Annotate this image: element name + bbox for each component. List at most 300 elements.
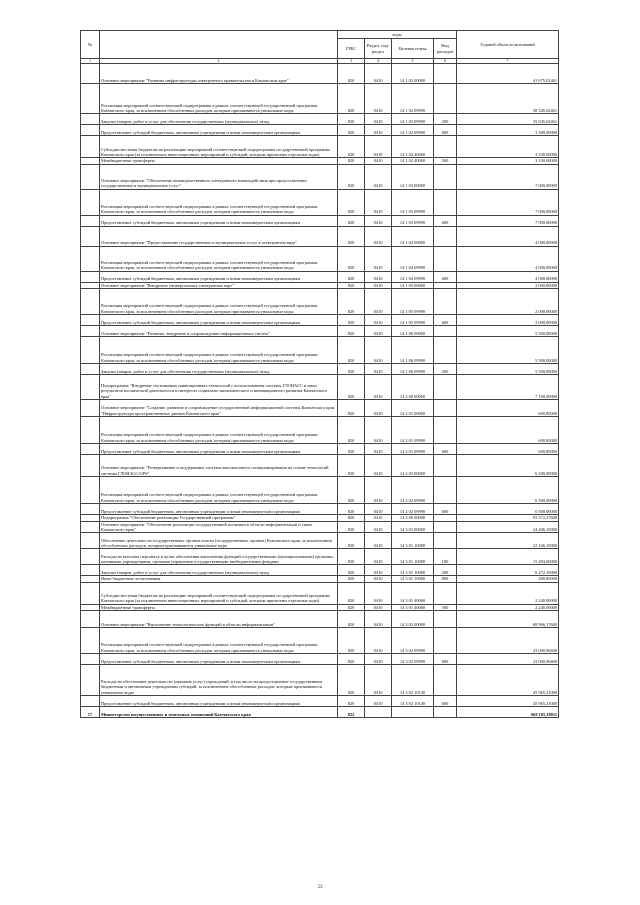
row-name: Закупка товаров, работ и услуг для обеспечения государственных (муниципальных) нужд bbox=[100, 114, 338, 125]
row-name: Иные бюджетные ассигнования bbox=[100, 576, 338, 582]
row-razdel: 0410 bbox=[365, 84, 392, 114]
row-grbs: 820 bbox=[338, 315, 365, 326]
total-row-razdel bbox=[365, 707, 392, 718]
row-amount: 24 406,10000 bbox=[457, 521, 559, 533]
row-razdel: 0410 bbox=[365, 444, 392, 455]
row-name: Основное мероприятие "Развитие, внедрение и сопровождение информационных систем" bbox=[100, 326, 338, 337]
row-amount: 600,00000 bbox=[457, 417, 559, 444]
row-name: Реализация мероприятий соответствующей подпрограммы в рамках соответствующей государственной программы Камчатского края, за исключением обособленных расходов, которым присваиваются уникальные коды bbox=[100, 84, 338, 114]
row-vid bbox=[434, 337, 457, 364]
row-target: 14 2 01 09990 bbox=[392, 417, 434, 444]
page-number: 53 bbox=[317, 885, 323, 890]
row-name: Подпрограмма "Обеспечение реализации Государственной программы" bbox=[100, 515, 338, 521]
header-codes: коды bbox=[338, 31, 457, 39]
table-row bbox=[81, 337, 559, 364]
row-name: Предоставление субсидий бюджетным, автономным учреждениям и иным некоммерческим организациям bbox=[100, 654, 338, 665]
row-name: Основное мероприятие "Создание, развитие и сопровождение государственной информационной системы Камчатского края "Инфраструктура пространственных данных Камчатского края" bbox=[100, 400, 338, 417]
row-grbs: 820 bbox=[338, 582, 365, 604]
header-annual-volume: Годовой объем ассигнований bbox=[457, 31, 559, 59]
total-row bbox=[81, 707, 559, 718]
row-grbs: 820 bbox=[338, 114, 365, 125]
row-amount: 23 000,96600 bbox=[457, 628, 559, 654]
table-row bbox=[81, 665, 559, 696]
row-target: 14 1 04 09990 bbox=[392, 246, 434, 271]
row-target: 14 3 01 00000 bbox=[392, 521, 434, 533]
row-target: 14 1 03 09990 bbox=[392, 189, 434, 215]
header-razdel: Раздел, под-раздел bbox=[365, 39, 392, 59]
total-row-amount: 668 165,38011 bbox=[457, 707, 559, 718]
row-razdel: 0410 bbox=[365, 215, 392, 226]
row-vid bbox=[434, 477, 457, 504]
row-name: Межбюджетные трансферты bbox=[100, 158, 338, 164]
row-target: 14 2 02 09990 bbox=[392, 477, 434, 504]
row-amount: 68 966,17600 bbox=[457, 611, 559, 628]
row-amount: 4 000,00000 bbox=[457, 271, 559, 282]
row-vid: 500 bbox=[434, 604, 457, 610]
table-row bbox=[81, 226, 559, 246]
row-target: 14 1 06 09990 bbox=[392, 337, 434, 364]
row-number bbox=[81, 696, 100, 707]
table-row bbox=[81, 114, 559, 125]
row-razdel: 0410 bbox=[365, 158, 392, 164]
row-name: Основное мероприятие "Внедрение универсальных электронных карт" bbox=[100, 282, 338, 288]
table-row bbox=[81, 549, 559, 565]
table-row bbox=[81, 565, 559, 576]
column-number: 2 bbox=[100, 59, 338, 64]
total-row-number: 17 bbox=[81, 707, 100, 718]
row-amount: 22 166,10000 bbox=[457, 533, 559, 549]
row-name: Предоставление субсидий бюджетным, автономным учреждениям и иным некоммерческим организациям bbox=[100, 504, 338, 515]
row-vid: 100 bbox=[434, 549, 457, 565]
row-amount: 7 000,00000 bbox=[457, 189, 559, 215]
row-amount: 23 000,96600 bbox=[457, 654, 559, 665]
column-number: 7 bbox=[457, 59, 559, 64]
row-grbs: 820 bbox=[338, 565, 365, 576]
row-vid: 600 bbox=[434, 696, 457, 707]
table-row bbox=[81, 400, 559, 417]
row-name: Предоставление субсидий бюджетным, автономным учреждениям и иным некоммерческим организациям bbox=[100, 444, 338, 455]
row-razdel: 0410 bbox=[365, 604, 392, 610]
row-vid bbox=[434, 628, 457, 654]
row-name: Обеспечение деятельности государственных органов власти (государственных органов) Камчатского края, за исключением обособленных расходов, которым присваиваются уникальные коды bbox=[100, 533, 338, 549]
row-number bbox=[81, 611, 100, 628]
row-grbs: 820 bbox=[338, 84, 365, 114]
row-number bbox=[81, 84, 100, 114]
header-target-article: Целевая статья bbox=[392, 39, 434, 59]
row-name: Основное мероприятие "Развертывание и поддержание системы высокоточного позиционирования на основе технологий системы ГЛОНАСС/GPS" bbox=[100, 455, 338, 477]
row-name: Реализация мероприятий соответствующей подпрограммы в рамках соответствующей государственной программы Камчатского края, за исключением обособленных расходов, которым присваиваются уникальные коды bbox=[100, 289, 338, 315]
row-vid bbox=[434, 84, 457, 114]
row-number bbox=[81, 400, 100, 417]
table-row bbox=[81, 582, 559, 604]
row-razdel: 0410 bbox=[365, 455, 392, 477]
row-razdel: 0410 bbox=[365, 326, 392, 337]
row-name: Расходы на обеспечение деятельности (оказание услуг) учреждений, в том числе на предоставление государственным бюджетным и автономным учреждениям субсидий, за исключением обособленных расходов, которым присваиваются уникальные коды bbox=[100, 665, 338, 696]
row-vid: 200 bbox=[434, 114, 457, 125]
row-target: 14 1 02 00000 bbox=[392, 64, 434, 84]
row-grbs: 820 bbox=[338, 696, 365, 707]
row-number bbox=[81, 549, 100, 565]
row-number bbox=[81, 582, 100, 604]
table-row bbox=[81, 246, 559, 271]
row-number bbox=[81, 654, 100, 665]
row-amount: 2 240,00000 bbox=[457, 582, 559, 604]
row-razdel: 0410 bbox=[365, 271, 392, 282]
table-row bbox=[81, 533, 559, 549]
row-grbs: 820 bbox=[338, 400, 365, 417]
row-razdel: 0410 bbox=[365, 582, 392, 604]
table-row bbox=[81, 611, 559, 628]
row-vid: 800 bbox=[434, 576, 457, 582]
row-vid: 500 bbox=[434, 158, 457, 164]
table-row bbox=[81, 417, 559, 444]
table-row bbox=[81, 215, 559, 226]
row-amount: 6 272,10000 bbox=[457, 565, 559, 576]
row-vid bbox=[434, 417, 457, 444]
row-vid bbox=[434, 246, 457, 271]
row-razdel: 0410 bbox=[365, 282, 392, 288]
row-name: Расходы на выплаты персоналу в целях обеспечения выполнения функций государственными (муниципальными) органами, казенными учреждениями, органами управления государственными внебюджетными фондами bbox=[100, 549, 338, 565]
row-razdel: 0410 bbox=[365, 289, 392, 315]
row-number bbox=[81, 114, 100, 125]
row-grbs: 820 bbox=[338, 337, 365, 364]
row-razdel: 0410 bbox=[365, 533, 392, 549]
row-amount: 7 100,00000 bbox=[457, 375, 559, 400]
table-row bbox=[81, 125, 559, 136]
row-name: Предоставление субсидий бюджетным, автономным учреждениям и иным некоммерческим организациям bbox=[100, 315, 338, 326]
row-vid: 200 bbox=[434, 364, 457, 375]
table-row bbox=[81, 521, 559, 533]
header-name bbox=[100, 31, 338, 59]
row-vid bbox=[434, 533, 457, 549]
row-vid bbox=[434, 136, 457, 158]
row-amount: 5 500,00000 bbox=[457, 326, 559, 337]
row-vid bbox=[434, 189, 457, 215]
row-vid: 600 bbox=[434, 504, 457, 515]
row-target: 14 3 02 10140 bbox=[392, 665, 434, 696]
row-name: Реализация мероприятий соответствующей подпрограммы в рамках соответствующей государственной программы Камчатского края, за исключением обособленных расходов, которым присваиваются уникальные коды bbox=[100, 628, 338, 654]
row-amount: 2 000,00000 bbox=[457, 289, 559, 315]
table-row bbox=[81, 654, 559, 665]
row-amount: 93 372,27600 bbox=[457, 515, 559, 521]
row-amount: 7 000,00000 bbox=[457, 164, 559, 189]
row-razdel: 0410 bbox=[365, 611, 392, 628]
row-razdel: 0410 bbox=[365, 417, 392, 444]
row-amount: 2 000,00000 bbox=[457, 315, 559, 326]
row-vid bbox=[434, 289, 457, 315]
row-grbs: 820 bbox=[338, 246, 365, 271]
row-grbs: 820 bbox=[338, 665, 365, 696]
row-razdel: 0410 bbox=[365, 364, 392, 375]
row-razdel: 0410 bbox=[365, 125, 392, 136]
row-name: Основное мероприятие "Выполнение технологических функций в области информатизации" bbox=[100, 611, 338, 628]
total-row-grbs: 822 bbox=[338, 707, 365, 718]
row-amount: 2 240,00000 bbox=[457, 604, 559, 610]
row-number bbox=[81, 628, 100, 654]
row-number bbox=[81, 665, 100, 696]
row-number bbox=[81, 504, 100, 515]
table-row bbox=[81, 326, 559, 337]
row-target: 14 1 05 00000 bbox=[392, 282, 434, 288]
row-amount: 3 300,00000 bbox=[457, 125, 559, 136]
row-amount: 7 000,00000 bbox=[457, 215, 559, 226]
budget-table bbox=[80, 30, 559, 718]
row-razdel: 0410 bbox=[365, 375, 392, 400]
row-vid bbox=[434, 226, 457, 246]
row-number bbox=[81, 226, 100, 246]
row-razdel: 0410 bbox=[365, 696, 392, 707]
row-grbs: 820 bbox=[338, 521, 365, 533]
row-number bbox=[81, 246, 100, 271]
row-target: 14 3 02 10140 bbox=[392, 696, 434, 707]
row-number bbox=[81, 521, 100, 533]
row-vid: 600 bbox=[434, 215, 457, 226]
table-row bbox=[81, 375, 559, 400]
row-number bbox=[81, 136, 100, 158]
row-razdel: 0410 bbox=[365, 400, 392, 417]
row-amount: 4 000,00000 bbox=[457, 246, 559, 271]
row-grbs: 820 bbox=[338, 326, 365, 337]
row-target: 14 3 01 10000 bbox=[392, 565, 434, 576]
row-amount: 400,00000 bbox=[457, 576, 559, 582]
table-row bbox=[81, 136, 559, 158]
row-grbs: 820 bbox=[338, 549, 365, 565]
row-razdel: 0410 bbox=[365, 337, 392, 364]
row-vid: 200 bbox=[434, 565, 457, 576]
row-amount: 38 345,02461 bbox=[457, 84, 559, 114]
row-razdel: 0410 bbox=[365, 565, 392, 576]
row-vid: 600 bbox=[434, 125, 457, 136]
row-vid bbox=[434, 665, 457, 696]
row-target: 14 1 05 09990 bbox=[392, 289, 434, 315]
row-grbs: 820 bbox=[338, 375, 365, 400]
row-name: Основное мероприятие "Обеспечение межведомственного электронного взаимодействия при предоставлении государственных и муниципальных услуг" bbox=[100, 164, 338, 189]
row-target: 14 1 03 00000 bbox=[392, 164, 434, 189]
row-amount: 41 675,02461 bbox=[457, 64, 559, 84]
total-row-target bbox=[392, 707, 434, 718]
row-target: 14 2 02 09990 bbox=[392, 504, 434, 515]
row-number bbox=[81, 64, 100, 84]
row-razdel: 0410 bbox=[365, 628, 392, 654]
table-row bbox=[81, 455, 559, 477]
row-name: Реализация мероприятий соответствующей подпрограммы в рамках соответствующей государственной программы Камчатского края, за исключением обособленных расходов, которым присваиваются уникальные коды bbox=[100, 189, 338, 215]
row-target: 14 3 02 00000 bbox=[392, 611, 434, 628]
row-number bbox=[81, 189, 100, 215]
row-target: 14 1 06 09990 bbox=[392, 364, 434, 375]
row-target: 14 1 02 40060 bbox=[392, 136, 434, 158]
row-grbs: 820 bbox=[338, 64, 365, 84]
budget-sheet bbox=[80, 30, 558, 718]
row-grbs: 820 bbox=[338, 282, 365, 288]
row-amount: 6 500,00000 bbox=[457, 455, 559, 477]
row-name: Субсидии местным бюджетам на реализацию мероприятий соответствующей подпрограммы государственной программы Камчатского края (за исключением инвестиционных мероприятий и субсидий, которым присвоены отдельные коды) bbox=[100, 582, 338, 604]
row-name: Предоставление субсидий бюджетным, автономным учреждениям и иным некоммерческим организациям bbox=[100, 271, 338, 282]
table-row bbox=[81, 444, 559, 455]
row-number bbox=[81, 289, 100, 315]
row-razdel: 0410 bbox=[365, 477, 392, 504]
row-razdel: 0410 bbox=[365, 246, 392, 271]
row-name: Закупка товаров, работ и услуг для обеспечения государственных (муниципальных) нужд bbox=[100, 565, 338, 576]
row-razdel: 0410 bbox=[365, 654, 392, 665]
row-number bbox=[81, 364, 100, 375]
row-name: Закупка товаров, работ и услуг для обеспечения государственных (муниципальных) нужд bbox=[100, 364, 338, 375]
row-razdel: 0410 bbox=[365, 136, 392, 158]
row-vid bbox=[434, 582, 457, 604]
row-number bbox=[81, 215, 100, 226]
row-grbs: 820 bbox=[338, 271, 365, 282]
row-number bbox=[81, 337, 100, 364]
row-vid bbox=[434, 64, 457, 84]
row-amount: 600,00000 bbox=[457, 444, 559, 455]
row-vid: 600 bbox=[434, 271, 457, 282]
row-target: 14 2 01 00000 bbox=[392, 400, 434, 417]
row-amount: 15 494,00000 bbox=[457, 549, 559, 565]
row-razdel: 0410 bbox=[365, 64, 392, 84]
row-name: Предоставление субсидий бюджетным, автономным учреждениям и иным некоммерческим организациям bbox=[100, 696, 338, 707]
row-vid bbox=[434, 164, 457, 189]
row-grbs: 820 bbox=[338, 628, 365, 654]
row-grbs: 820 bbox=[338, 289, 365, 315]
row-amount: 5 500,00000 bbox=[457, 364, 559, 375]
row-razdel: 0410 bbox=[365, 549, 392, 565]
row-target: 14 1 02 09990 bbox=[392, 114, 434, 125]
row-grbs: 820 bbox=[338, 611, 365, 628]
row-target: 14 3 02 09990 bbox=[392, 654, 434, 665]
row-name: Предоставление субсидий бюджетным, автономным учреждениям и иным некоммерческим организациям bbox=[100, 125, 338, 136]
row-target: 14 1 04 00000 bbox=[392, 226, 434, 246]
column-number: 5 bbox=[392, 59, 434, 64]
row-target: 14 2 00 00000 bbox=[392, 375, 434, 400]
row-grbs: 820 bbox=[338, 477, 365, 504]
row-target: 14 1 06 00000 bbox=[392, 326, 434, 337]
row-name: Предоставление субсидий бюджетным, автономным учреждениям и иным некоммерческим организациям bbox=[100, 215, 338, 226]
row-vid bbox=[434, 521, 457, 533]
row-vid bbox=[434, 400, 457, 417]
table-row bbox=[81, 504, 559, 515]
row-grbs: 820 bbox=[338, 158, 365, 164]
row-target: 14 3 02 09990 bbox=[392, 628, 434, 654]
row-amount: 3 330,00000 bbox=[457, 158, 559, 164]
column-number: 1 bbox=[81, 59, 100, 64]
table-row bbox=[81, 696, 559, 707]
row-amount: 45 965,21000 bbox=[457, 665, 559, 696]
row-target: 14 3 01 10000 bbox=[392, 576, 434, 582]
row-vid bbox=[434, 326, 457, 337]
row-amount: 45 965,21000 bbox=[457, 696, 559, 707]
row-amount: 5 500,00000 bbox=[457, 337, 559, 364]
row-grbs: 820 bbox=[338, 215, 365, 226]
row-vid: 600 bbox=[434, 654, 457, 665]
table-row bbox=[81, 84, 559, 114]
row-target: 14 1 05 09990 bbox=[392, 315, 434, 326]
row-target: 14 3 01 40060 bbox=[392, 582, 434, 604]
row-name: Субсидии местным бюджетам на реализацию мероприятий соответствующей подпрограммы государственной программы Камчатского края (за исключением инвестиционных мероприятий и субсидий, которым присвоены отдельные коды) bbox=[100, 136, 338, 158]
row-number bbox=[81, 164, 100, 189]
column-number: 3 bbox=[338, 59, 365, 64]
row-grbs: 820 bbox=[338, 515, 365, 521]
row-name: Межбюджетные трансферты bbox=[100, 604, 338, 610]
row-grbs: 820 bbox=[338, 136, 365, 158]
row-target: 14 1 04 09990 bbox=[392, 271, 434, 282]
row-target: 14 1 02 40060 bbox=[392, 158, 434, 164]
row-razdel: 0410 bbox=[365, 576, 392, 582]
row-name: Реализация мероприятий соответствующей подпрограммы в рамках соответствующей государственной программы Камчатского края, за исключением обособленных расходов, которым присваиваются уникальные коды bbox=[100, 417, 338, 444]
row-amount: 600,00000 bbox=[457, 400, 559, 417]
row-grbs: 820 bbox=[338, 533, 365, 549]
row-grbs: 820 bbox=[338, 455, 365, 477]
row-vid: 600 bbox=[434, 315, 457, 326]
row-razdel: 0410 bbox=[365, 504, 392, 515]
row-number bbox=[81, 533, 100, 549]
row-number bbox=[81, 417, 100, 444]
row-number bbox=[81, 326, 100, 337]
row-number bbox=[81, 315, 100, 326]
table-body bbox=[81, 64, 559, 707]
table-row bbox=[81, 364, 559, 375]
row-target: 14 1 02 09990 bbox=[392, 84, 434, 114]
row-razdel: 0410 bbox=[365, 189, 392, 215]
row-name: Реализация мероприятий соответствующей подпрограммы в рамках соответствующей государственной программы Камчатского края, за исключением обособленных расходов, которым присваиваются уникальные коды bbox=[100, 337, 338, 364]
table-row bbox=[81, 164, 559, 189]
row-number bbox=[81, 477, 100, 504]
row-amount: 4 000,00000 bbox=[457, 226, 559, 246]
row-grbs: 820 bbox=[338, 125, 365, 136]
row-target: 14 3 00 00000 bbox=[392, 515, 434, 521]
row-grbs: 820 bbox=[338, 444, 365, 455]
row-grbs: 820 bbox=[338, 576, 365, 582]
header-expense-type: Вид расходов bbox=[434, 39, 457, 59]
row-number bbox=[81, 271, 100, 282]
row-grbs: 820 bbox=[338, 504, 365, 515]
row-number bbox=[81, 565, 100, 576]
row-vid: 600 bbox=[434, 444, 457, 455]
row-name: Основное мероприятие "Предоставление государственных и муниципальных услуг в электронном виде" bbox=[100, 226, 338, 246]
row-number bbox=[81, 375, 100, 400]
row-target: 14 2 01 09990 bbox=[392, 444, 434, 455]
table-row bbox=[81, 289, 559, 315]
row-name: Основное мероприятие "Развитие инфраструктуры электронного правительства в Камчатском крае" bbox=[100, 64, 338, 84]
row-vid bbox=[434, 375, 457, 400]
row-amount: 6 500,00000 bbox=[457, 477, 559, 504]
table-row bbox=[81, 271, 559, 282]
row-number bbox=[81, 125, 100, 136]
row-razdel: 0410 bbox=[365, 515, 392, 521]
row-razdel: 0410 bbox=[365, 315, 392, 326]
table-row bbox=[81, 189, 559, 215]
row-target: 14 3 01 40060 bbox=[392, 604, 434, 610]
table-row bbox=[81, 477, 559, 504]
row-number bbox=[81, 444, 100, 455]
header-number: № bbox=[81, 31, 100, 59]
row-target: 14 3 01 10000 bbox=[392, 549, 434, 565]
row-amount: 2 000,00000 bbox=[457, 282, 559, 288]
row-grbs: 820 bbox=[338, 189, 365, 215]
total-row-name: Министерство имущественных и земельных отношений Камчатского края bbox=[100, 707, 338, 718]
row-amount: 3 330,00000 bbox=[457, 136, 559, 158]
row-name: Реализация мероприятий соответствующей подпрограммы в рамках соответствующей государственной программы Камчатского края, за исключением обособленных расходов, которым присваиваются уникальные коды bbox=[100, 246, 338, 271]
row-razdel: 0410 bbox=[365, 665, 392, 696]
row-razdel: 0410 bbox=[365, 164, 392, 189]
column-number: 6 bbox=[434, 59, 457, 64]
table-row bbox=[81, 628, 559, 654]
row-razdel: 0410 bbox=[365, 114, 392, 125]
row-grbs: 820 bbox=[338, 417, 365, 444]
table-row bbox=[81, 64, 559, 84]
row-grbs: 820 bbox=[338, 164, 365, 189]
row-target: 14 2 02 00000 bbox=[392, 455, 434, 477]
row-target: 14 1 02 09990 bbox=[392, 125, 434, 136]
total-row-vid bbox=[434, 707, 457, 718]
